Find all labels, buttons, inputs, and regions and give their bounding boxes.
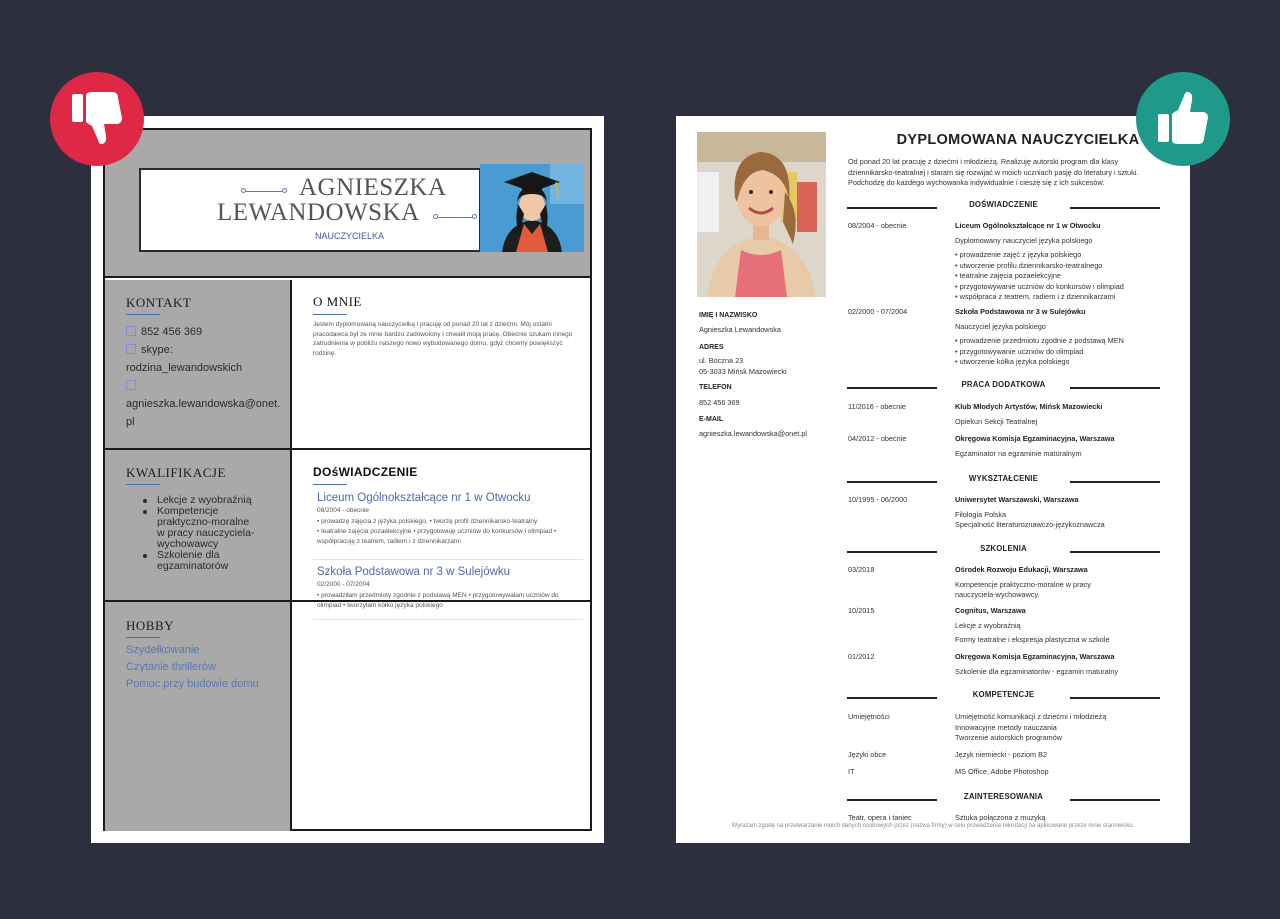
entry-body <box>955 495 1165 531</box>
bad-cv-role: NAUCZYCIELKA <box>315 231 385 241</box>
job-separator <box>313 559 583 560</box>
entry-role: Dyplomowany nauczyciel języka polskiego <box>955 235 1093 245</box>
name-value: Agnieszka Lewandowska <box>699 325 781 334</box>
thumbs-up-icon <box>1156 90 1210 148</box>
entry-dates: 10/2015 <box>848 606 875 615</box>
entry-dates: 11/2016 - obecnie <box>848 402 906 411</box>
job-separator <box>313 619 583 620</box>
section-rule <box>1070 207 1160 209</box>
section-heading-skills <box>847 691 1160 701</box>
consent-footer: Wyrażam zgodę na przetwarzanie moich danych osobowych przez (nazwa firmy) w celu prowadzenia rekrutacji na aplikowane przeze mnie stanowisko. <box>731 823 1135 829</box>
job-details: • teatralne zajęcia pozaelekcyjne • przygotowuję uczniów do konkursów i olimpiad • współpracuję z teatrem, radiem i z dziennikarzami <box>317 528 557 545</box>
entry-line: Formy teatralne i ekspresja plastyczna w szkole <box>955 635 1110 644</box>
bad-cv-name-first: AGNIESZKA <box>299 174 447 201</box>
job-details: • prowadziłam przedmioty zgodnie z podstawą MEN • przygotowywałam uczniów do olimpiad • tworzyłam kółko języka polskiego <box>317 592 559 609</box>
decorative-dot <box>282 188 287 193</box>
entry-role: Opiekun Sekcji Teatralnej <box>955 416 1038 426</box>
entry-role: Nauczyciel języka polskiego <box>955 321 1046 331</box>
entry-bullet: • prowadzenie przedmiotu zgodnie z podstawą MEN <box>955 336 1124 345</box>
section-title: SZKOLENIA <box>980 544 1027 553</box>
entry-line: Lekcje z wyobraźnią <box>955 620 1021 630</box>
hobby-item: Szydełkowanie <box>126 644 200 656</box>
job-entry <box>317 566 573 611</box>
skill-line: MS Office, Adobe Photoshop <box>955 767 1049 776</box>
cv-intro: Od ponad 20 lat pracuję z dziećmi i młodzieżą. Realizuję autorski program dla klasy dziennikarsko-teatralnej i staram się rozwijać w moich uczniach pasję do literatury i sztuki. Podchodzę do każdego wychowanka indywidualnie i cieszę się z ich sukcesów. <box>848 157 1139 187</box>
entry-body <box>955 606 1165 646</box>
entry-place: Cognitus, Warszawa <box>955 606 1026 615</box>
skill-values <box>955 767 1165 778</box>
address-line: 05-3033 Mińsk Mazowiecki <box>699 367 787 376</box>
graduate-photo <box>480 164 584 252</box>
hobby-heading: HOBBY <box>126 618 175 633</box>
entry-body <box>955 307 1165 368</box>
entry-dates: 04/2012 - obecnie <box>848 434 907 443</box>
section-heading-interests <box>847 793 1160 803</box>
decorative-line <box>437 217 475 218</box>
section-title: ZAINTERESOWANIA <box>963 792 1044 801</box>
entry-body <box>955 434 1165 459</box>
contact-heading: KONTAKT <box>126 295 192 310</box>
entry-bullet: • utworzenie kółka języka polskiego <box>955 357 1070 366</box>
section-heading-training <box>847 545 1160 555</box>
entry-bullet: • teatralne zajęcia pozaelekcyjne <box>955 271 1061 280</box>
section-heading-education <box>847 475 1160 485</box>
skill-values <box>955 712 1165 744</box>
contact-phone <box>126 323 202 341</box>
entry-bullet: • przygotowywanie uczniów do konkursów i olimpiad <box>955 281 1124 291</box>
phone-icon <box>126 326 136 336</box>
teacher-photo <box>697 132 826 297</box>
section-rule <box>1070 387 1160 389</box>
thumbs-down-badge <box>50 72 144 166</box>
entry-place: Ośrodek Rozwoju Edukacji, Warszawa <box>955 565 1088 574</box>
section-rule <box>1070 799 1160 801</box>
entry-bullet: • utworzenie profilu dziennikarsko-teatralnego <box>955 260 1103 270</box>
address-line: ul. Boczna 23 <box>699 356 744 365</box>
contact-email-line2: pl <box>126 416 135 428</box>
section-rule <box>1070 551 1160 553</box>
phone-value: 852 456 369 <box>699 398 740 407</box>
section-rule <box>1070 481 1160 483</box>
section-rule <box>1070 697 1160 699</box>
interest-value: Sztuka połączona z muzyką <box>955 813 1046 822</box>
skype-label: skype: <box>141 344 173 356</box>
entry-body <box>955 565 1165 601</box>
entry-bullet: • przygotowywanie uczniów do olimpiad <box>955 346 1084 356</box>
entry-line: Specjalność literaturoznawczo-językoznawcza <box>955 520 1105 529</box>
address-label: ADRES <box>699 344 724 351</box>
entry-body <box>955 402 1165 427</box>
about-text: Jestem dyplomowaną nauczycielką i pracuję od ponad 20 lat z dziećmi. Mój ostatni pracodawca był ze mnie bardzo zadowolony i chwalił moją pracę. Obecnie szukam innego zatrudnienia w pobliżu naszego nowo wybudowanego domu, gdyż chcemy powiększyć rodzinę. <box>313 321 573 357</box>
skill-label: Umiejętności <box>848 712 890 721</box>
hobby-item: Czytanie thrillerów <box>126 661 216 673</box>
entry-bullet: • współpraca z teatrem, radiem i z dziennikarzami <box>955 292 1116 301</box>
qualifications-heading: KWALIFIKACJE <box>126 465 226 480</box>
job-title: Liceum Ogólnokształcące nr 1 w Otwocku <box>317 492 531 504</box>
skill-line: Język niemiecki - poziom B2 <box>955 750 1048 759</box>
entry-place: Liceum Ogólnokształcące nr 1 w Otwocku <box>955 221 1101 230</box>
entry-dates: 08/2004 - obecnie <box>848 221 907 230</box>
list-item: Szkolenie dla egzaminatorów <box>143 550 258 572</box>
list-item: Lekcje z wyobraźnią <box>143 495 258 506</box>
entry-dates: 02/2000 - 07/2004 <box>848 307 908 316</box>
hobby-item: Pomoc przy budowie domu <box>126 678 259 690</box>
contact-skype-value: rodzina_lewandowskich <box>126 362 243 374</box>
entry-dates: 10/1995 - 06/2000 <box>848 495 908 504</box>
entry-body <box>955 652 1165 677</box>
graduate-illustration <box>480 164 584 252</box>
heading-underline <box>313 484 347 485</box>
heading-underline <box>126 314 160 315</box>
entry-place: Okręgowa Komisja Egzaminacyjna, Warszawa <box>955 434 1115 443</box>
job-dates: 02/2000 - 07/2004 <box>317 581 370 588</box>
list-item: Kompetencje praktyczno-moralne w pracy nauczyciela-wychowawcy <box>143 506 258 550</box>
divider <box>105 448 590 450</box>
entry-body <box>955 221 1165 303</box>
section-title: KOMPETENCJE <box>972 690 1035 699</box>
entry-line: nauczyciela-wychowawcy. <box>955 590 1040 599</box>
bad-cv-frame <box>103 128 592 831</box>
entry-dates: 03/2018 <box>848 565 875 574</box>
teacher-illustration <box>697 132 826 297</box>
skill-label: Języki obce <box>848 750 887 759</box>
entry-place: Okręgowa Komisja Egzaminacyjna, Warszawa <box>955 652 1115 661</box>
skill-line: Umiejętność komunikacji z dziećmi i młodzieżą <box>955 712 1107 721</box>
heading-underline <box>126 637 160 638</box>
section-heading-experience <box>847 201 1160 211</box>
section-title: DOŚWIADCZENIE <box>969 200 1038 209</box>
skill-values <box>955 750 1165 761</box>
job-dates: 08/2004 - obecnie <box>317 507 370 514</box>
contact-email-line1: agnieszka.lewandowska@onet. <box>126 398 281 410</box>
entry-line: Szkolenie dla egzaminatorów - egzamin maturalny <box>955 666 1119 676</box>
name-label: IMIĘ I NAZWISKO <box>699 312 758 319</box>
entry-bullet: • prowadzenie zajęć z języka polskiego <box>955 250 1082 259</box>
section-title: WYKSZTAŁCENIE <box>968 474 1039 483</box>
job-entry <box>317 492 573 547</box>
entry-role: Egzaminator na egzaminie maturalnym <box>955 448 1082 458</box>
section-heading-extra-work <box>847 381 1160 391</box>
good-cv-example <box>676 116 1190 843</box>
heading-underline <box>126 484 160 485</box>
skype-icon <box>126 344 136 354</box>
decorative-dot <box>433 214 438 219</box>
decorative-dot <box>472 214 477 219</box>
email-label: E-MAIL <box>699 416 724 423</box>
bad-cv-name-box <box>139 168 481 252</box>
phone-label: TELEFON <box>699 384 732 391</box>
entry-dates: 01/2012 <box>848 652 875 661</box>
section-title: PRACA DODATKOWA <box>961 380 1046 389</box>
decorative-line <box>245 191 285 192</box>
entry-place: Klub Młodych Artystów, Mińsk Mazowiecki <box>955 402 1103 411</box>
bad-cv-example <box>91 116 604 843</box>
qualifications-list <box>143 495 258 572</box>
decorative-dot <box>241 188 246 193</box>
about-heading: O MNIE <box>313 294 362 309</box>
entry-place: Uniwersytet Warszawski, Warszawa <box>955 495 1079 504</box>
experience-heading: DOśWIADCZENIE <box>313 465 418 479</box>
thumbs-up-badge <box>1136 72 1230 166</box>
cv-title: DYPLOMOWANA NAUCZYCIELKA <box>896 132 1140 148</box>
email-value: agnieszka.lewandowska@onet.pl <box>699 429 808 438</box>
email-icon <box>126 380 136 390</box>
contact-skype <box>126 341 173 359</box>
skill-line: Tworzenie autorskich programów <box>955 733 1063 742</box>
entry-line: Filologia Polska <box>955 509 1007 519</box>
entry-line: Kompetencje praktyczno-moralne w pracy <box>955 579 1091 589</box>
bad-cv-name-last: LEWANDOWSKA <box>217 199 420 226</box>
skill-line: Innowacyjne metody nauczania <box>955 722 1057 732</box>
bad-cv-header <box>105 130 590 278</box>
interest-label: Teatr, opera i taniec <box>848 813 912 822</box>
skill-label: IT <box>848 767 855 776</box>
contact-email-icon-row <box>126 377 141 395</box>
job-title: Szkoła Podstawowa nr 3 w Sulejówku <box>317 566 511 578</box>
phone-text: 852 456 369 <box>141 326 203 338</box>
heading-underline <box>313 314 347 315</box>
thumbs-down-icon <box>70 90 124 148</box>
job-details: • prowadzę zajęcia z języka polskiego, • tworzę profil dziennikarsko-teatralny <box>317 518 538 525</box>
entry-place: Szkoła Podstawowa nr 3 w Sulejówku <box>955 307 1086 316</box>
